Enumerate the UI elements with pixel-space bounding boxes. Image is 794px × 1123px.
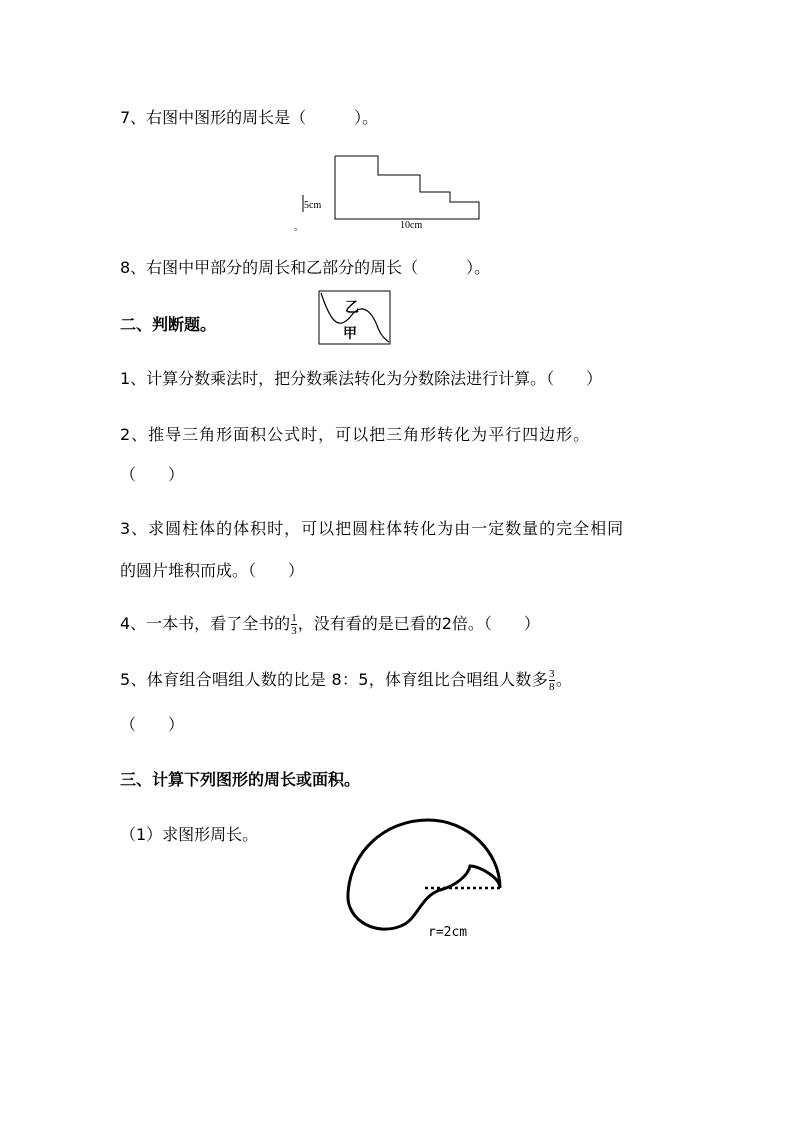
- question-7: 7、右图中图形的周长是（ ）。: [120, 108, 379, 127]
- fraction-three-eighths: [549, 668, 555, 693]
- stray-mark: 。: [294, 222, 304, 233]
- staircase-figure: [290, 150, 490, 235]
- sub-question-1: （1）求图形周长。: [120, 825, 259, 844]
- figure-outline: [348, 820, 500, 929]
- judge-item-4-before: 4、一本书，看了全书的: [120, 614, 291, 633]
- region-label-jia: 甲: [343, 326, 357, 342]
- judge-item-3: 3、求圆柱体的体积时，可以把圆柱体转化为由一定数量的完全相同: [120, 519, 625, 538]
- judge-item-2: 2、推导三角形面积公式时，可以把三角形转化为平行四边形。: [120, 425, 591, 444]
- section-2-title: 二、判断题。: [120, 315, 217, 334]
- fraction-numerator: 3: [549, 668, 555, 680]
- judge-item-5-blank: （ ）: [120, 715, 185, 734]
- height-label: 5cm: [304, 200, 322, 211]
- fraction-one-third: [291, 612, 297, 637]
- width-label: 10cm: [400, 220, 423, 231]
- fraction-denominator: 8: [549, 681, 555, 693]
- judge-item-1: 1、计算分数乘法时，把分数乘法转化为分数除法进行计算。（ ）: [120, 369, 603, 388]
- judge-item-5: [120, 668, 572, 693]
- judge-item-3-cont: 的圆片堆积而成。（ ）: [120, 561, 305, 580]
- fraction-denominator: 3: [291, 625, 297, 637]
- judge-item-2-blank: （ ）: [120, 465, 185, 484]
- circle-composite-figure: [340, 812, 510, 942]
- judge-item-5-after: 。: [555, 670, 573, 689]
- region-label-yi: 乙: [345, 300, 359, 316]
- question-8: 8、右图中甲部分的周长和乙部分的周长（ ）。: [120, 258, 491, 277]
- fraction-numerator: 1: [291, 612, 297, 624]
- judge-item-5-before: 5、体育组合唱组人数的比是 8：5，体育组比合唱组人数多: [120, 670, 549, 689]
- judge-item-4: [120, 612, 540, 637]
- section-3-title: 三、计算下列图形的周长或面积。: [120, 770, 361, 789]
- radius-label: r=2cm: [428, 925, 468, 940]
- staircase-outline: [335, 156, 479, 219]
- wave-box-figure: [318, 290, 392, 346]
- judge-item-4-after: ，没有看的是已看的2倍。（ ）: [297, 614, 540, 633]
